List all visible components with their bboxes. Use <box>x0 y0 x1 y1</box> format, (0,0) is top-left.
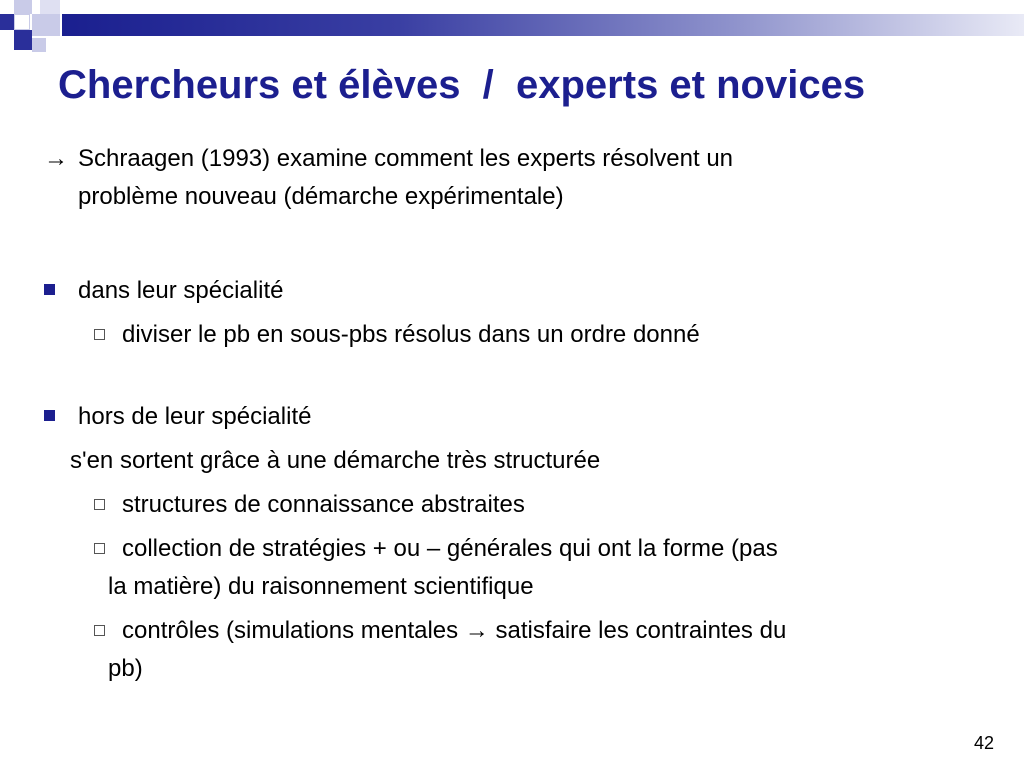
sub-bullet-item <box>44 316 1004 354</box>
sub-bullet-item <box>44 612 1004 688</box>
intro-line-1: Schraagen (1993) examine comment les experts résolvent un <box>78 145 734 172</box>
deco-square-5 <box>14 30 32 50</box>
slide-body <box>44 140 1004 688</box>
sub-bullet-item <box>44 486 1004 524</box>
bullet-item-specialty <box>44 272 1004 310</box>
deco-square-4 <box>32 14 60 36</box>
intro-paragraph <box>44 140 1004 216</box>
sub-bullet-text-continued: la matière) du raisonnement scientifique <box>108 573 534 600</box>
title-gradient-band <box>62 14 1024 36</box>
deco-square-6 <box>40 0 60 14</box>
deco-square-1 <box>14 0 32 14</box>
hollow-square-bullet-icon <box>94 499 105 510</box>
sub-bullet-text: structures de connaissance abstraites <box>122 491 525 518</box>
deco-square-7 <box>32 38 46 52</box>
sub-bullet-text-continued: pb) <box>108 655 143 682</box>
bullet-heading: hors de leur spécialité <box>78 403 312 430</box>
sub-bullet-text: contrôles (simulations mentales → satisfaire les contraintes du <box>122 617 787 644</box>
bullet-item-outside-specialty <box>44 398 1004 436</box>
intro-line-2: problème nouveau (démarche expérimentale) <box>78 183 564 210</box>
hollow-square-bullet-icon <box>94 543 105 554</box>
deco-square-3 <box>14 14 30 30</box>
sub-bullet-text: collection de stratégies + ou – générales qui ont la forme (pas <box>122 535 778 562</box>
section-subtext: s'en sortent grâce à une démarche très structurée <box>70 447 601 474</box>
page-number: 42 <box>973 733 994 753</box>
arrow-right-icon: → <box>44 145 68 172</box>
hollow-square-bullet-icon <box>94 329 105 340</box>
square-bullet-icon <box>44 284 55 295</box>
bullet-heading: dans leur spécialité <box>78 277 284 304</box>
hollow-square-bullet-icon <box>94 625 105 636</box>
sub-bullet-item <box>44 530 1004 606</box>
square-bullet-icon <box>44 410 55 421</box>
slide-title: Chercheurs et élèves / experts et novices <box>58 63 866 107</box>
sub-bullet-text: diviser le pb en sous-pbs résolus dans un ordre donné <box>122 321 700 348</box>
deco-square-2 <box>0 14 14 30</box>
